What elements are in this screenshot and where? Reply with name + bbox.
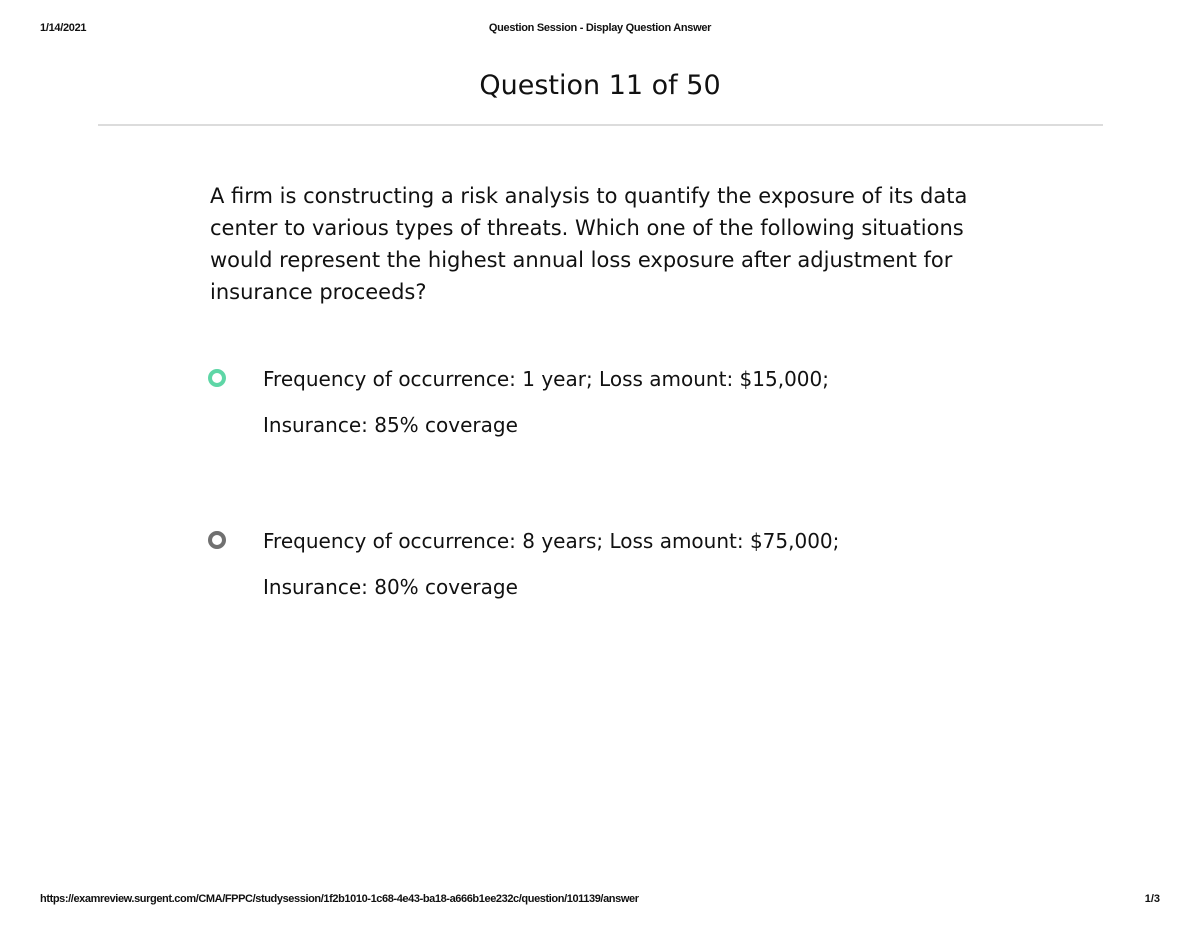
footer-url: https://examreview.surgent.com/CMA/FPPC/studysession/1f2b1010-1c68-4e43-ba18-a666b1ee232c/question/101139/answer — [40, 893, 639, 905]
question-counter: Question 11 of 50 — [479, 70, 721, 101]
header-divider — [98, 124, 1103, 126]
radio-unselected-icon[interactable] — [208, 531, 226, 549]
print-date: 1/14/2021 — [40, 22, 87, 34]
answer-option-1-line2: Insurance: 85% coverage — [263, 413, 518, 437]
answer-option-1-line1: Frequency of occurrence: 1 year; Loss amount: $15,000; — [263, 367, 829, 391]
footer-page-number: 1/3 — [1144, 893, 1160, 905]
print-header-title: Question Session - Display Question Answer — [488, 22, 712, 34]
answer-option-2-line2: Insurance: 80% coverage — [263, 575, 518, 599]
answer-option-2-line1: Frequency of occurrence: 8 years; Loss amount: $75,000; — [263, 529, 840, 553]
question-text: A firm is constructing a risk analysis to quantify the exposure of its data center to various types of threats. Which one of the following situations would represent the highest annual loss exposure after adjustment for insurance proceeds? — [210, 184, 968, 304]
radio-correct-icon[interactable] — [208, 369, 226, 387]
